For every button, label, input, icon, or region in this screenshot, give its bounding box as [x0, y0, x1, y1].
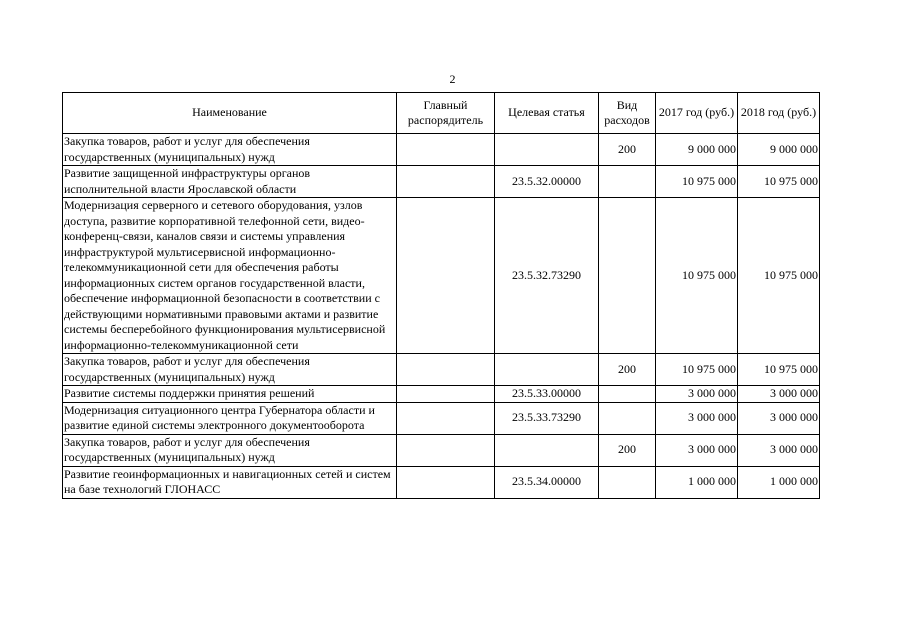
- row-manager: [397, 466, 495, 498]
- row-target: 23.5.33.73290: [495, 402, 599, 434]
- row-target: [495, 434, 599, 466]
- row-name: Модернизация серверного и сетевого оборудования, узлов доступа, развитие корпоративной телефонной сети, видео-конференц-связи, каналов связи и системы управления инфраструктурой мультисервисной информационно-телекоммуникационной сети для обеспечения работы информационных систем органов государственной власти, обеспечение информационной безопасности в соответствии с действующими нормативными правовыми актами и развитие системы бесперебойного функционирования мультисервисной информационно-телекоммуникационной сети: [63, 198, 397, 354]
- table-row: [63, 354, 820, 386]
- row-2017: 3 000 000: [656, 434, 738, 466]
- table-row: [63, 166, 820, 198]
- row-2018: 1 000 000: [738, 466, 820, 498]
- row-target: [495, 134, 599, 166]
- row-name: Развитие системы поддержки принятия решений: [63, 386, 397, 403]
- row-2017: 3 000 000: [656, 402, 738, 434]
- row-type: 200: [599, 134, 656, 166]
- row-2018: 3 000 000: [738, 402, 820, 434]
- table-row: [63, 386, 820, 403]
- table-header-row: [63, 93, 820, 134]
- header-type: Вид расходов: [599, 93, 656, 134]
- table-row: [63, 434, 820, 466]
- row-name: Закупка товаров, работ и услуг для обеспечения государственных (муниципальных) нужд: [63, 354, 397, 386]
- header-2017: 2017 год (руб.): [656, 93, 738, 134]
- row-name: Модернизация ситуационного центра Губернатора области и развитие единой системы электронного документооборота: [63, 402, 397, 434]
- header-target: Целевая статья: [495, 93, 599, 134]
- row-2017: 10 975 000: [656, 354, 738, 386]
- row-2017: 10 975 000: [656, 198, 738, 354]
- row-2018: 9 000 000: [738, 134, 820, 166]
- header-name: Наименование: [63, 93, 397, 134]
- row-name: Закупка товаров, работ и услуг для обеспечения государственных (муниципальных) нужд: [63, 134, 397, 166]
- row-2018: 10 975 000: [738, 354, 820, 386]
- row-manager: [397, 134, 495, 166]
- table-row: [63, 198, 820, 354]
- row-2017: 1 000 000: [656, 466, 738, 498]
- row-type: [599, 198, 656, 354]
- row-2018: 3 000 000: [738, 434, 820, 466]
- header-2018: 2018 год (руб.): [738, 93, 820, 134]
- row-name: Развитие геоинформационных и навигационных сетей и систем на базе технологий ГЛОНАСС: [63, 466, 397, 498]
- row-target: 23.5.34.00000: [495, 466, 599, 498]
- row-2017: 3 000 000: [656, 386, 738, 403]
- row-type: 200: [599, 434, 656, 466]
- page-number: 2: [449, 72, 456, 86]
- row-manager: [397, 166, 495, 198]
- row-target: 23.5.32.73290: [495, 198, 599, 354]
- table-row: [63, 134, 820, 166]
- row-name: Развитие защищенной инфраструктуры органов исполнительной власти Ярославской области: [63, 166, 397, 198]
- table-row: [63, 402, 820, 434]
- row-target: 23.5.33.00000: [495, 386, 599, 403]
- row-2018: 3 000 000: [738, 386, 820, 403]
- row-type: [599, 402, 656, 434]
- row-type: [599, 466, 656, 498]
- table-row: [63, 466, 820, 498]
- row-manager: [397, 434, 495, 466]
- header-manager: Главный распорядитель: [397, 93, 495, 134]
- row-type: [599, 166, 656, 198]
- row-target: 23.5.32.00000: [495, 166, 599, 198]
- row-2018: 10 975 000: [738, 166, 820, 198]
- row-target: [495, 354, 599, 386]
- row-manager: [397, 386, 495, 403]
- row-2017: 10 975 000: [656, 166, 738, 198]
- budget-table: [62, 92, 820, 499]
- row-manager: [397, 354, 495, 386]
- row-2018: 10 975 000: [738, 198, 820, 354]
- row-type: 200: [599, 354, 656, 386]
- row-name: Закупка товаров, работ и услуг для обеспечения государственных (муниципальных) нужд: [63, 434, 397, 466]
- row-2017: 9 000 000: [656, 134, 738, 166]
- row-manager: [397, 198, 495, 354]
- row-type: [599, 386, 656, 403]
- row-manager: [397, 402, 495, 434]
